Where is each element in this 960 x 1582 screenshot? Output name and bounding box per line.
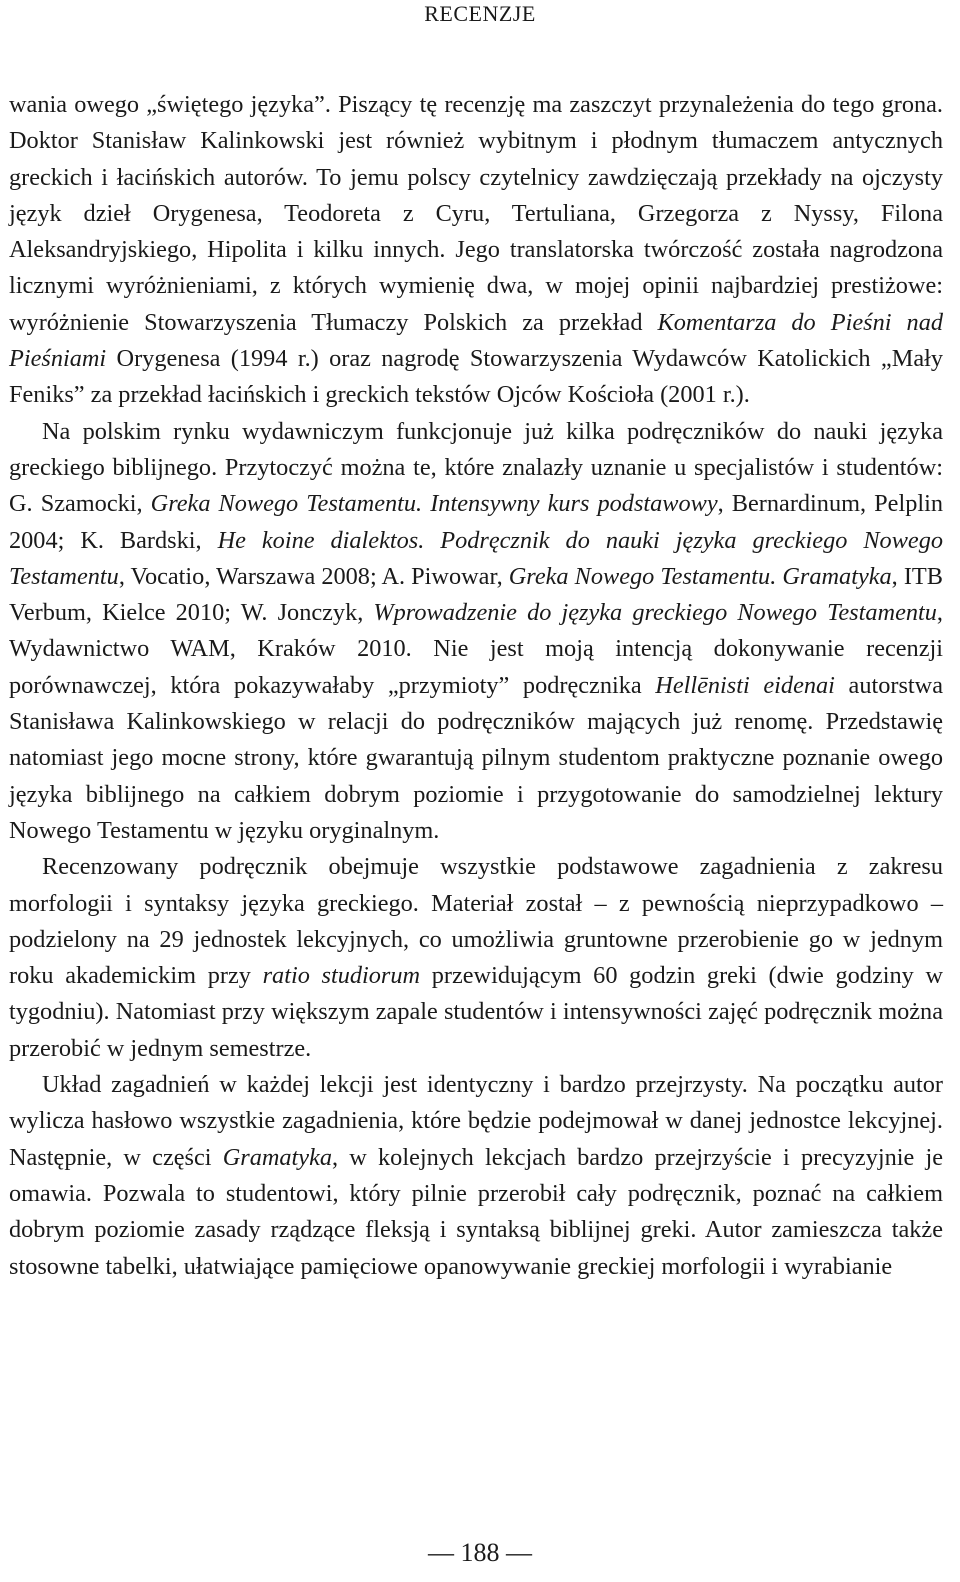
paragraph (9, 1067, 943, 1285)
text-run: Układ zagadnień w każdej lekcji jest identyczny i bardzo przejrzysty. Na początku autor wylicza hasłowo wszystkie zagadnienia, które będzie podejmował w danej jednostce lekcyjnej. Następnie, w części (9, 1071, 943, 1171)
italic-text: Greka Nowego Testamentu. Gramatyka (508, 562, 892, 590)
page-number: — 188 — (428, 1538, 532, 1567)
running-head: RECENZJE (424, 1, 536, 26)
italic-text: Hellēnisti eidenai (655, 671, 835, 699)
text-run: Orygenesa (1994 r.) oraz nagrodę Stowarzyszenia Wydawców Katolickich „Mały Feniks” za przekład łacińskich i greckich tekstów Ojców Kościoła (2001 r.). (9, 345, 943, 409)
text-run: , Vocatio, Warszawa 2008; A. Piwowar, (118, 562, 509, 590)
text-run: , w kolejnych lekcjach bardzo przejrzyście i precyzyjnie je omawia. Pozwala to studentowi, który pilnie przerobił cały podręcznik, poznać na całkiem dobrym poziomie zasady rządzące fleksją i syntaksą biblijnej greki. Autor zamieszcza także stosowne tabelki, ułatwiające pamięciowe opanowywanie greckiej morfologii i wyrabianie (9, 1143, 943, 1280)
text-run: Recenzowany podręcznik obejmuje wszystkie podstawowe zagadnienia z zakresu morfologii i syntaksy języka greckiego. Materiał został – z pewnością nieprzypadkowo – podzielony na 29 jednostek lekcyjnych, co umożliwia gruntowne przerobienie go w jednym roku akademickim przy (9, 853, 943, 990)
italic-text: Gramatyka (222, 1143, 333, 1171)
paragraph (9, 414, 943, 850)
text-run: wania owego „świętego języka”. Piszący tę recenzję ma zaszczyt przynależenia do tego grona. Doktor Stanisław Kalinkowski jest również wybitnym i płodnym tłumaczem antycznych greckich i łacińskich autorów. To jemu polscy czytelnicy zawdzięczają przekłady na ojczysty język dzieł Orygenesa, Teodoreta z Cyru, Tertuliana, Grzegorza z Nyssy, Filona Aleksandryjskiego, Hipolita i kilku innych. Jego translatorska twórczość została nagrodzona licznymi wyróżnieniami, z których wymienię dwa, w mojej opinii najbardziej prestiżowe: wyróżnienie Stowarzyszenia Tłumaczy Polskich za przekład (9, 91, 943, 336)
italic-text: ratio studiorum (262, 962, 421, 990)
italic-text: Komentarza do Pieśni nad Pieśniami (9, 308, 943, 373)
paragraph (9, 849, 943, 1067)
text-run: , Bernardinum, Pelplin 2004; K. Bardski, (9, 490, 943, 554)
italic-text: Greka Nowego Testamentu. Intensywny kurs podstawowy (150, 490, 718, 518)
text-run: przewidującym 60 godzin greki (dwie godziny w tygodniu). Natomiast przy większym zapale studentów i intensywności zajęć podręcznik można przerobić w jednym semestrze. (9, 962, 944, 1062)
paragraph (9, 87, 943, 414)
text-run: , ITB Verbum, Kielce 2010; W. Jonczyk, (9, 562, 943, 627)
italic-text: He koine dialektos. Podręcznik do nauki języka greckiego Nowego Testamentu (9, 526, 943, 590)
text-run: Na polskim rynku wydawniczym funkcjonuje już kilka podręczników do nauki języka greckiego biblijnego. Przytoczyć można te, które znalazły uznanie u specjalistów i studentów: G. Szamocki, (9, 417, 943, 518)
italic-text: Wprowadzenie do języka greckiego Nowego Testamentu (373, 599, 937, 627)
body-text (9, 87, 943, 1285)
text-run: , Wydawnictwo WAM, Kraków 2010. Nie jest moją intencją dokonywanie recenzji porównawczej, która pokazywałaby „przymioty” podręcznika (9, 599, 943, 699)
text-run: autorstwa Stanisława Kalinkowskiego w relacji do podręczników mających już renomę. Przedstawię natomiast jego mocne strony, które gwarantują pilnym studentom praktyczne poznanie owego języka biblijnego na całkiem dobrym poziomie i przygotowanie do samodzielnej lektury Nowego Testamentu w języku oryginalnym. (9, 671, 944, 844)
